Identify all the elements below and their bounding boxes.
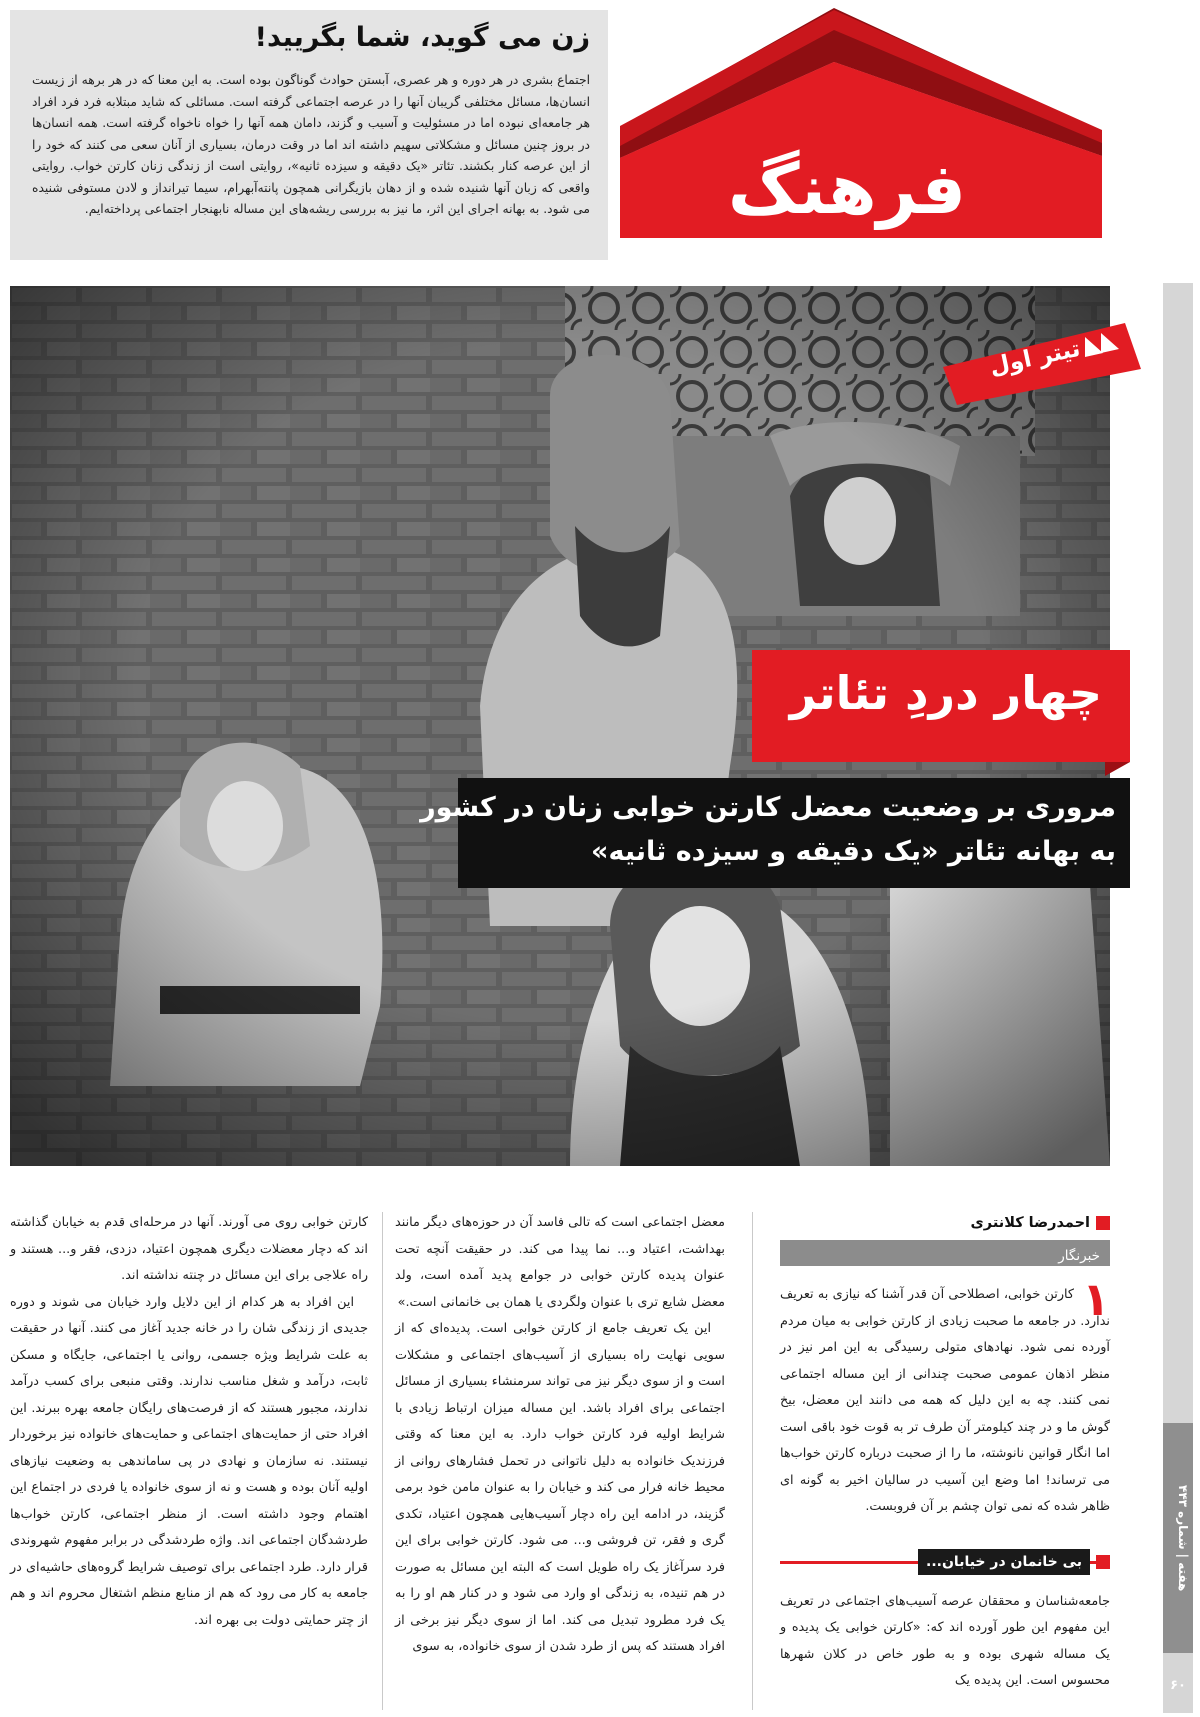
sub-heading — [780, 1547, 1110, 1575]
intro-box — [10, 10, 608, 260]
headline: چهار دردِ تئاتر — [789, 666, 1102, 720]
author-name: احمدرضا کلانتری — [970, 1215, 1090, 1231]
headline-fold — [1105, 762, 1130, 776]
subtitle-line: مروری بر وضعیت معضل کارتن خوابی زنان در کشور — [420, 792, 1116, 823]
subtitle-line: به بهانه تئاتر «یک دقیقه و سیزده ثانیه» — [591, 836, 1116, 867]
front-tag-label: تیتر اول — [987, 335, 1083, 381]
bullet-square — [1096, 1216, 1110, 1230]
side-strip — [1163, 283, 1193, 1713]
paragraph: این افراد به هر کدام از این دلایل وارد خیابان می شوند و دوره جدیدی از زندگی شان را در خانه جدید آغاز می کنند. آنها در حقیقت به علت شرایط ویژه جسمی، روانی یا اجتماعی، جایگاه و مسکن ثابت، درآمد و شغل مناسب ندارند. وقتی منبعی برای کسب درآمد ندارند، مجبور هستند که از فرصت‌های رایگان جامعه بهره ببرند. این افراد حتی از حمایت‌های اجتماعی و حمایت‌های خانواده نیز برخوردار نیستند. نه سازمان و نهادی در پی ساماندهی به وضعیت نیازهای اولیه آنان بوده و هست و نه از سوی خانواده یا فردی در اجتماع این اهتمام وجود داشته است. از منظر اجتماعی، کارتن خواب‌ها طردشدگان اجتماعی اند. واژه طردشدگی در برابر مفهوم شهروندی قرار دارد. طرد اجتماعی برای توصیف شرایط گروه‌های حاشیه‌ای در جامعه به کار می رود که هم از منابع منظم اشتغال محروم اند و هم از چتر حمایتی دولت بی بهره اند. — [10, 1294, 368, 1628]
paragraph: جامعه‌شناسان و محققان عرصه آسیب‌های اجتماعی در تعریف این مفهوم این طور آورده اند که: «کارتن خوابی یک پدیده و یک مساله شهری بوده و به طور خاص در کلان شهرها محسوس است. این پدیده یک — [780, 1593, 1110, 1688]
intro-title: زن می گوید، شما بگریید! — [254, 22, 590, 53]
author-role: خبرنگار — [1058, 1248, 1100, 1264]
column-2 — [395, 1210, 725, 1661]
issue-box — [1163, 1423, 1193, 1653]
section-logo — [620, 8, 1102, 258]
column-1 — [780, 1210, 1110, 1695]
page-number: ۶۰ — [1170, 1678, 1186, 1693]
column-divider — [752, 1212, 753, 1710]
paragraph: کارتن خوابی روی می آورند. آنها در مرحله‌ای قدم به خیابان گذاشته اند که دچار معضلات دیگری همچون اعتیاد، دزدی، فقر و... هستند و راه علاجی برای این مسائل در چنته نداشته اند. — [10, 1215, 368, 1283]
role-bar — [780, 1240, 1110, 1266]
byline — [780, 1210, 1110, 1276]
bullet-square — [1096, 1555, 1110, 1569]
subtitle-box — [420, 778, 1130, 888]
column-divider — [382, 1212, 383, 1710]
paragraph: این یک تعریف جامع از کارتن خوابی است. پدیده‌ای که از سویی نهایت راه بسیاری از آسیب‌های اجتماعی و مشکلات است و از سوی دیگر نیز می تواند سرمنشاء بسیاری از مسائل اجتماعی برای افراد باشد. این مساله میزان ارتباط زیادی با شرایط اولیه فرد کارتن خواب دارد. به این معنا که وقتی فرزندیک خانواده به دلیل ناتوانی در تحمل فشارهای روانی از محیط خانه فرار می کند و خیابان را به عنوان مامن خود برمی گزیند، در ادامه این راه دچار آسیب‌هایی همچون اعتیاد، تکدی گری و فقر، تن فروشی و... می شود. کارتن خوابی برای این فرد سرآغاز یک راه طویل است که البته این مسائل به صورت در هم تنیده، به زندگی او وارد می شود و در کنار هم او را به یک فرد مطرود تبدیل می کند. اما از سوی دیگر نیز برخی از افراد هستند که پس از طرد شدن از سوی خانواده، به سوی — [395, 1321, 725, 1654]
drop-cap: ۱ — [1081, 1272, 1110, 1326]
intro-paragraph: اجتماع بشری در هر دوره و هر عصری، آبستن حوادث گوناگون بوده است. به این معنا که در هر برهه از زیست انسان‌ها، مسائل مختلفی گریبان آنها را در عرصه اجتماعی گرفته است. مسائلی که شاید مبتلابه فرد فرد افراد هر جامعه‌ای نبوده اما در مسئولیت و آسیب و گزند، دامان همه آنها را خواه ناخواه گرفته است. همه انسان‌ها در بروز چنین مسائل و مشکلاتی سهیم داشته اند اما در وقت درمان، بسیاری از آنان سعی می کنند که خود را از این عرصه کنار بکشند. تئاتر «یک دقیقه و سیزده ثانیه»، روایتی است از زندگی زنان کارتن خواب. روایتی واقعی که زبان آنها شنیده شده و از دهان بازیگرانی همچون پانته‌آبهرام، سیما تیرانداز و لادن مستوفی شنیده می شود. به بهانه اجرای این اثر، ما نیز به بررسی ریشه‌های این مساله نابهنجار اجتماعی پرداخته‌ایم. — [32, 73, 590, 216]
front-tag — [935, 305, 1145, 405]
column-3 — [10, 1210, 368, 1634]
sub-heading-label: بی خانمان در خیابان... — [918, 1549, 1090, 1575]
section-logo-word: فرهنگ — [727, 148, 967, 230]
headline-box — [752, 650, 1130, 762]
paragraph: کارتن خوابی، اصطلاحی آن قدر آشنا که نیازی به تعریف ندارد. در جامعه ما صحبت زیادی از کارتن خوابی به میان مردم آورده نمی شود. نهادهای متولی رسیدگی به این امر نیز در منظر اذهان عمومی صحبت چندانی از این مساله اجتماعی نمی کنند. چه به این دلیل که همه می دانند این معضل، بیخ گوش ما و در چند کیلومتر آن طرف تر به قوت خود باقی است اما انگار قوانین نانوشته، ما را از صحبت درباره کارتن خواب‌ها می ترساند! اما وضع این آسیب در سالیان اخیر به گونه ای ظاهر شده که نمی توان چشم بر آن فروبست. — [780, 1287, 1110, 1514]
paragraph: معضل اجتماعی است که تالی فاسد آن در حوزه‌های دیگر مانند بهداشت، اعتیاد و... نما پیدا می کند. در حقیقت آنچه تحت عنوان پدیده کارتن خوابی در جوامع پدید آمده است، ولد معضل شایع تری با عنوان ولگردی یا همان بی خانمانی است.» — [395, 1215, 725, 1310]
issue-label: هفته | شماره ۴۴۳ — [1176, 1484, 1190, 1592]
